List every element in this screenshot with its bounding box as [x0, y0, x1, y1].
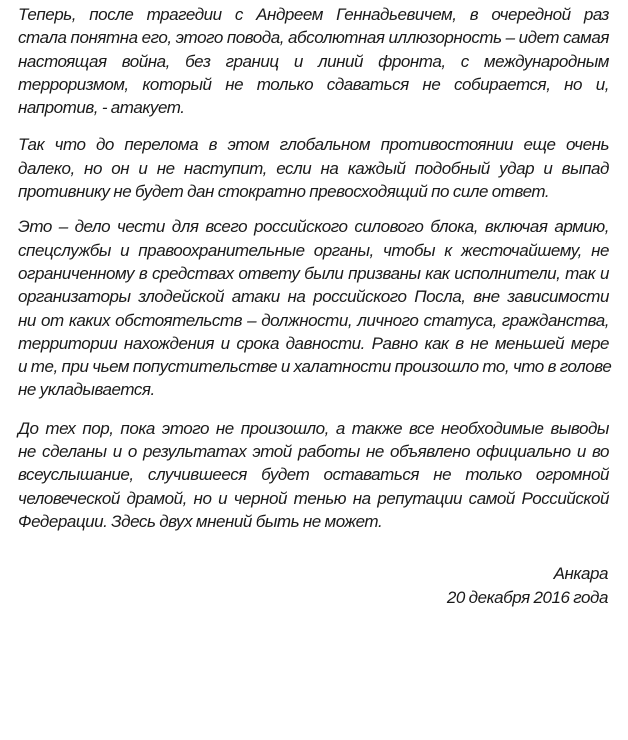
text-line: ограниченному в средствах ответу были призваны как исполнители, так и [18, 263, 609, 283]
text-line: и те, при чьем попустительстве и халатности произошло то, что в голове [18, 357, 612, 377]
signature-block [18, 562, 609, 609]
paragraph-3 [18, 215, 612, 401]
text-line: спецслужбы и правоохранительные органы, чтобы к жесточайшему, не [18, 240, 609, 260]
text-line: напротив, - атакует. [18, 98, 185, 118]
text-line: стала понятна его, этого повода, абсолютная иллюзорность – идет самая [18, 28, 609, 48]
text-line: Так что до перелома в этом глобальном противостоянии еще очень [18, 135, 609, 155]
text-line: не укладывается. [18, 380, 155, 400]
text-line: Теперь, после трагедии с Андреем Геннадьевичем, в очередной раз [18, 5, 609, 24]
text-line: далеко, но он и не наступит, если на каждый подобный удар и выпад [18, 158, 609, 178]
text-line: ни от каких обстоятельств – должности, личного статуса, гражданства, [18, 310, 609, 330]
text-line: Федерации. Здесь двух мнений быть не может. [18, 511, 383, 531]
signature-date: 20 декабря 2016 года [446, 587, 608, 607]
text-line: Это – дело чести для всего российского силового блока, включая армию, [18, 217, 609, 237]
paragraph-4 [18, 417, 609, 533]
text-line: настоящая война, без границ и линий фронта, с международным [18, 51, 609, 71]
text-line: человеческой драмой, но и черной тенью на репутации самой Российской [18, 488, 609, 508]
text-line: терроризмом, который не только сдаваться не собирается, но и, [18, 74, 609, 94]
signature-place: Анкара [553, 564, 608, 584]
text-line: организаторы злодейской атаки на российского Посла, вне зависимости [18, 287, 609, 307]
text-line: противнику не будет дан стократно превосходящий по силе ответ. [18, 182, 550, 202]
paragraph-2 [18, 133, 609, 203]
text-line: всеуслышание, случившееся будет оставаться не только огромной [18, 465, 609, 485]
text-line: территории нахождения и срока давности. Равно как в не меньшей мере [18, 333, 609, 353]
paragraph-1 [18, 0, 609, 119]
text-line: До тех пор, пока этого не произошло, а также все необходимые выводы [18, 418, 609, 438]
text-line: не сделаны и о результатах этой работы не объявлено официально и во [18, 442, 609, 462]
